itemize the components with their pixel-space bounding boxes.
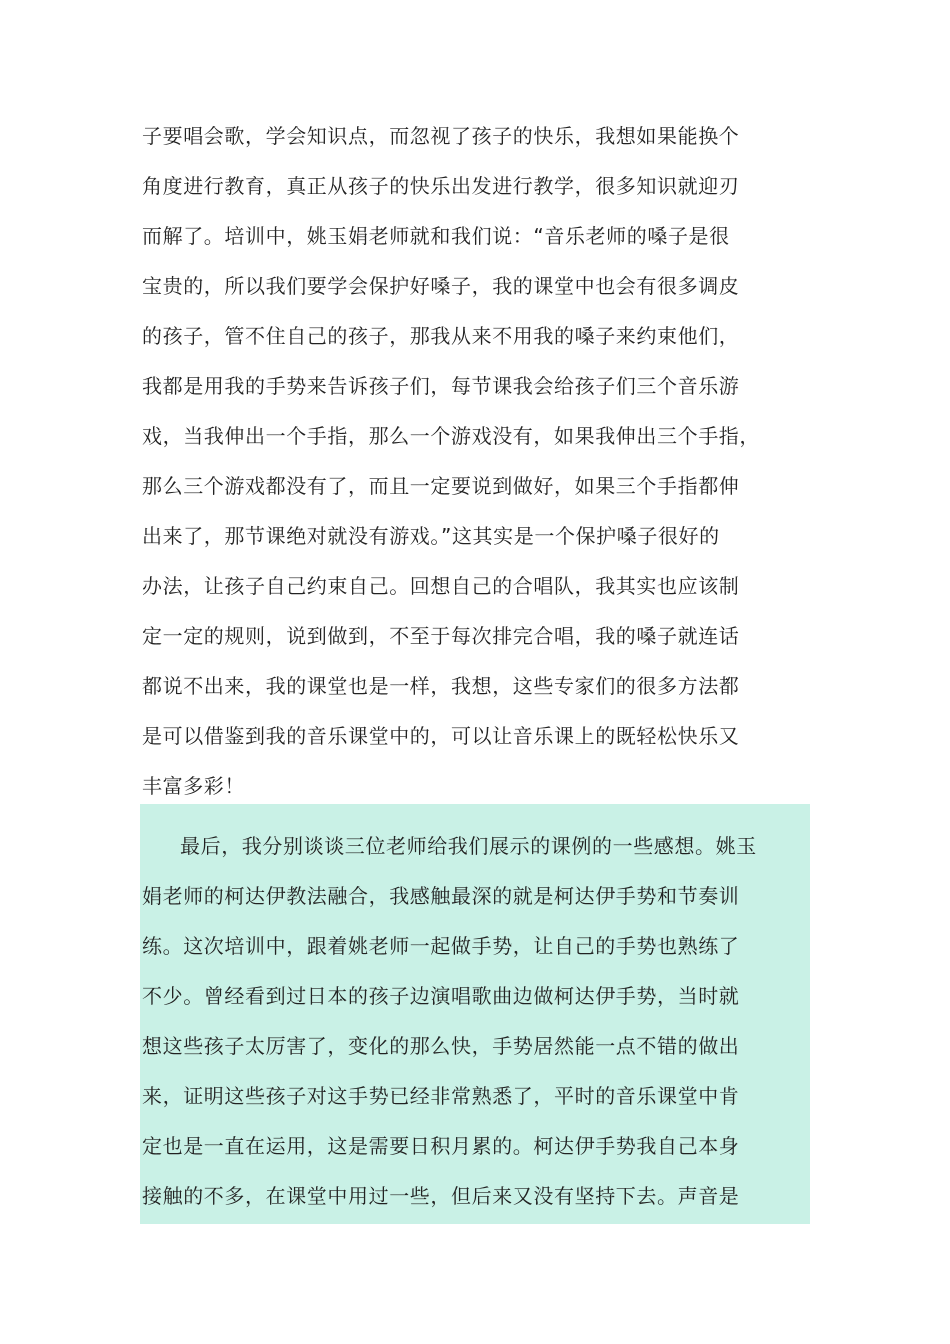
text-line: 是可以借鉴到我的音乐课堂中的，可以让音乐课上的既轻松快乐又: [142, 724, 740, 748]
text-line: 都说不出来，我的课堂也是一样，我想，这些专家们的很多方法都: [142, 674, 740, 698]
text-line: 定也是一直在运用，这是需要日积月累的。柯达伊手势我自己本身: [142, 1134, 740, 1158]
text-line: 娟老师的柯达伊教法融合，我感触最深的就是柯达伊手势和节奏训: [142, 884, 740, 908]
text-line: 的孩子，管不住自己的孩子，那我从来不用我的嗓子来约束他们，: [142, 324, 740, 348]
text-line: 丰富多彩！: [142, 774, 245, 798]
text-line: 接触的不多，在课堂中用过一些，但后来又没有坚持下去。声音是: [142, 1184, 740, 1208]
text-line: 最后，我分别谈谈三位老师给我们展示的课例的一些感想。姚玉: [180, 834, 757, 858]
text-line: 办法，让孩子自己约束自己。回想自己的合唱队，我其实也应该制: [142, 574, 740, 598]
text-line: 戏，当我伸出一个手指，那么一个游戏没有，如果我伸出三个手指，: [142, 424, 760, 448]
text-line: 那么三个游戏都没有了，而且一定要说到做好，如果三个手指都伸: [142, 474, 740, 498]
text-line: 我都是用我的手势来告诉孩子们，每节课我会给孩子们三个音乐游: [142, 374, 740, 398]
text-line: 不少。曾经看到过日本的孩子边演唱歌曲边做柯达伊手势，当时就: [142, 984, 740, 1008]
text-line: 出来了，那节课绝对就没有游戏。”这其实是一个保护嗓子很好的: [142, 524, 720, 548]
text-line: 宝贵的，所以我们要学会保护好嗓子，我的课堂中也会有很多调皮: [142, 274, 740, 298]
text-line: 来，证明这些孩子对这手势已经非常熟悉了，平时的音乐课堂中肯: [142, 1084, 740, 1108]
text-line: 子要唱会歌，学会知识点，而忽视了孩子的快乐，我想如果能换个: [142, 124, 740, 148]
text-line: 角度进行教育，真正从孩子的快乐出发进行教学，很多知识就迎刃: [142, 174, 740, 198]
text-line: 想这些孩子太厉害了，变化的那么快，手势居然能一点不错的做出: [142, 1034, 740, 1058]
text-line: 练。这次培训中，跟着姚老师一起做手势，让自己的手势也熟练了: [142, 934, 740, 958]
text-line: 而解了。培训中，姚玉娟老师就和我们说：“音乐老师的嗓子是很: [142, 224, 730, 248]
text-line: 定一定的规则，说到做到，不至于每次排完合唱，我的嗓子就连话: [142, 624, 740, 648]
